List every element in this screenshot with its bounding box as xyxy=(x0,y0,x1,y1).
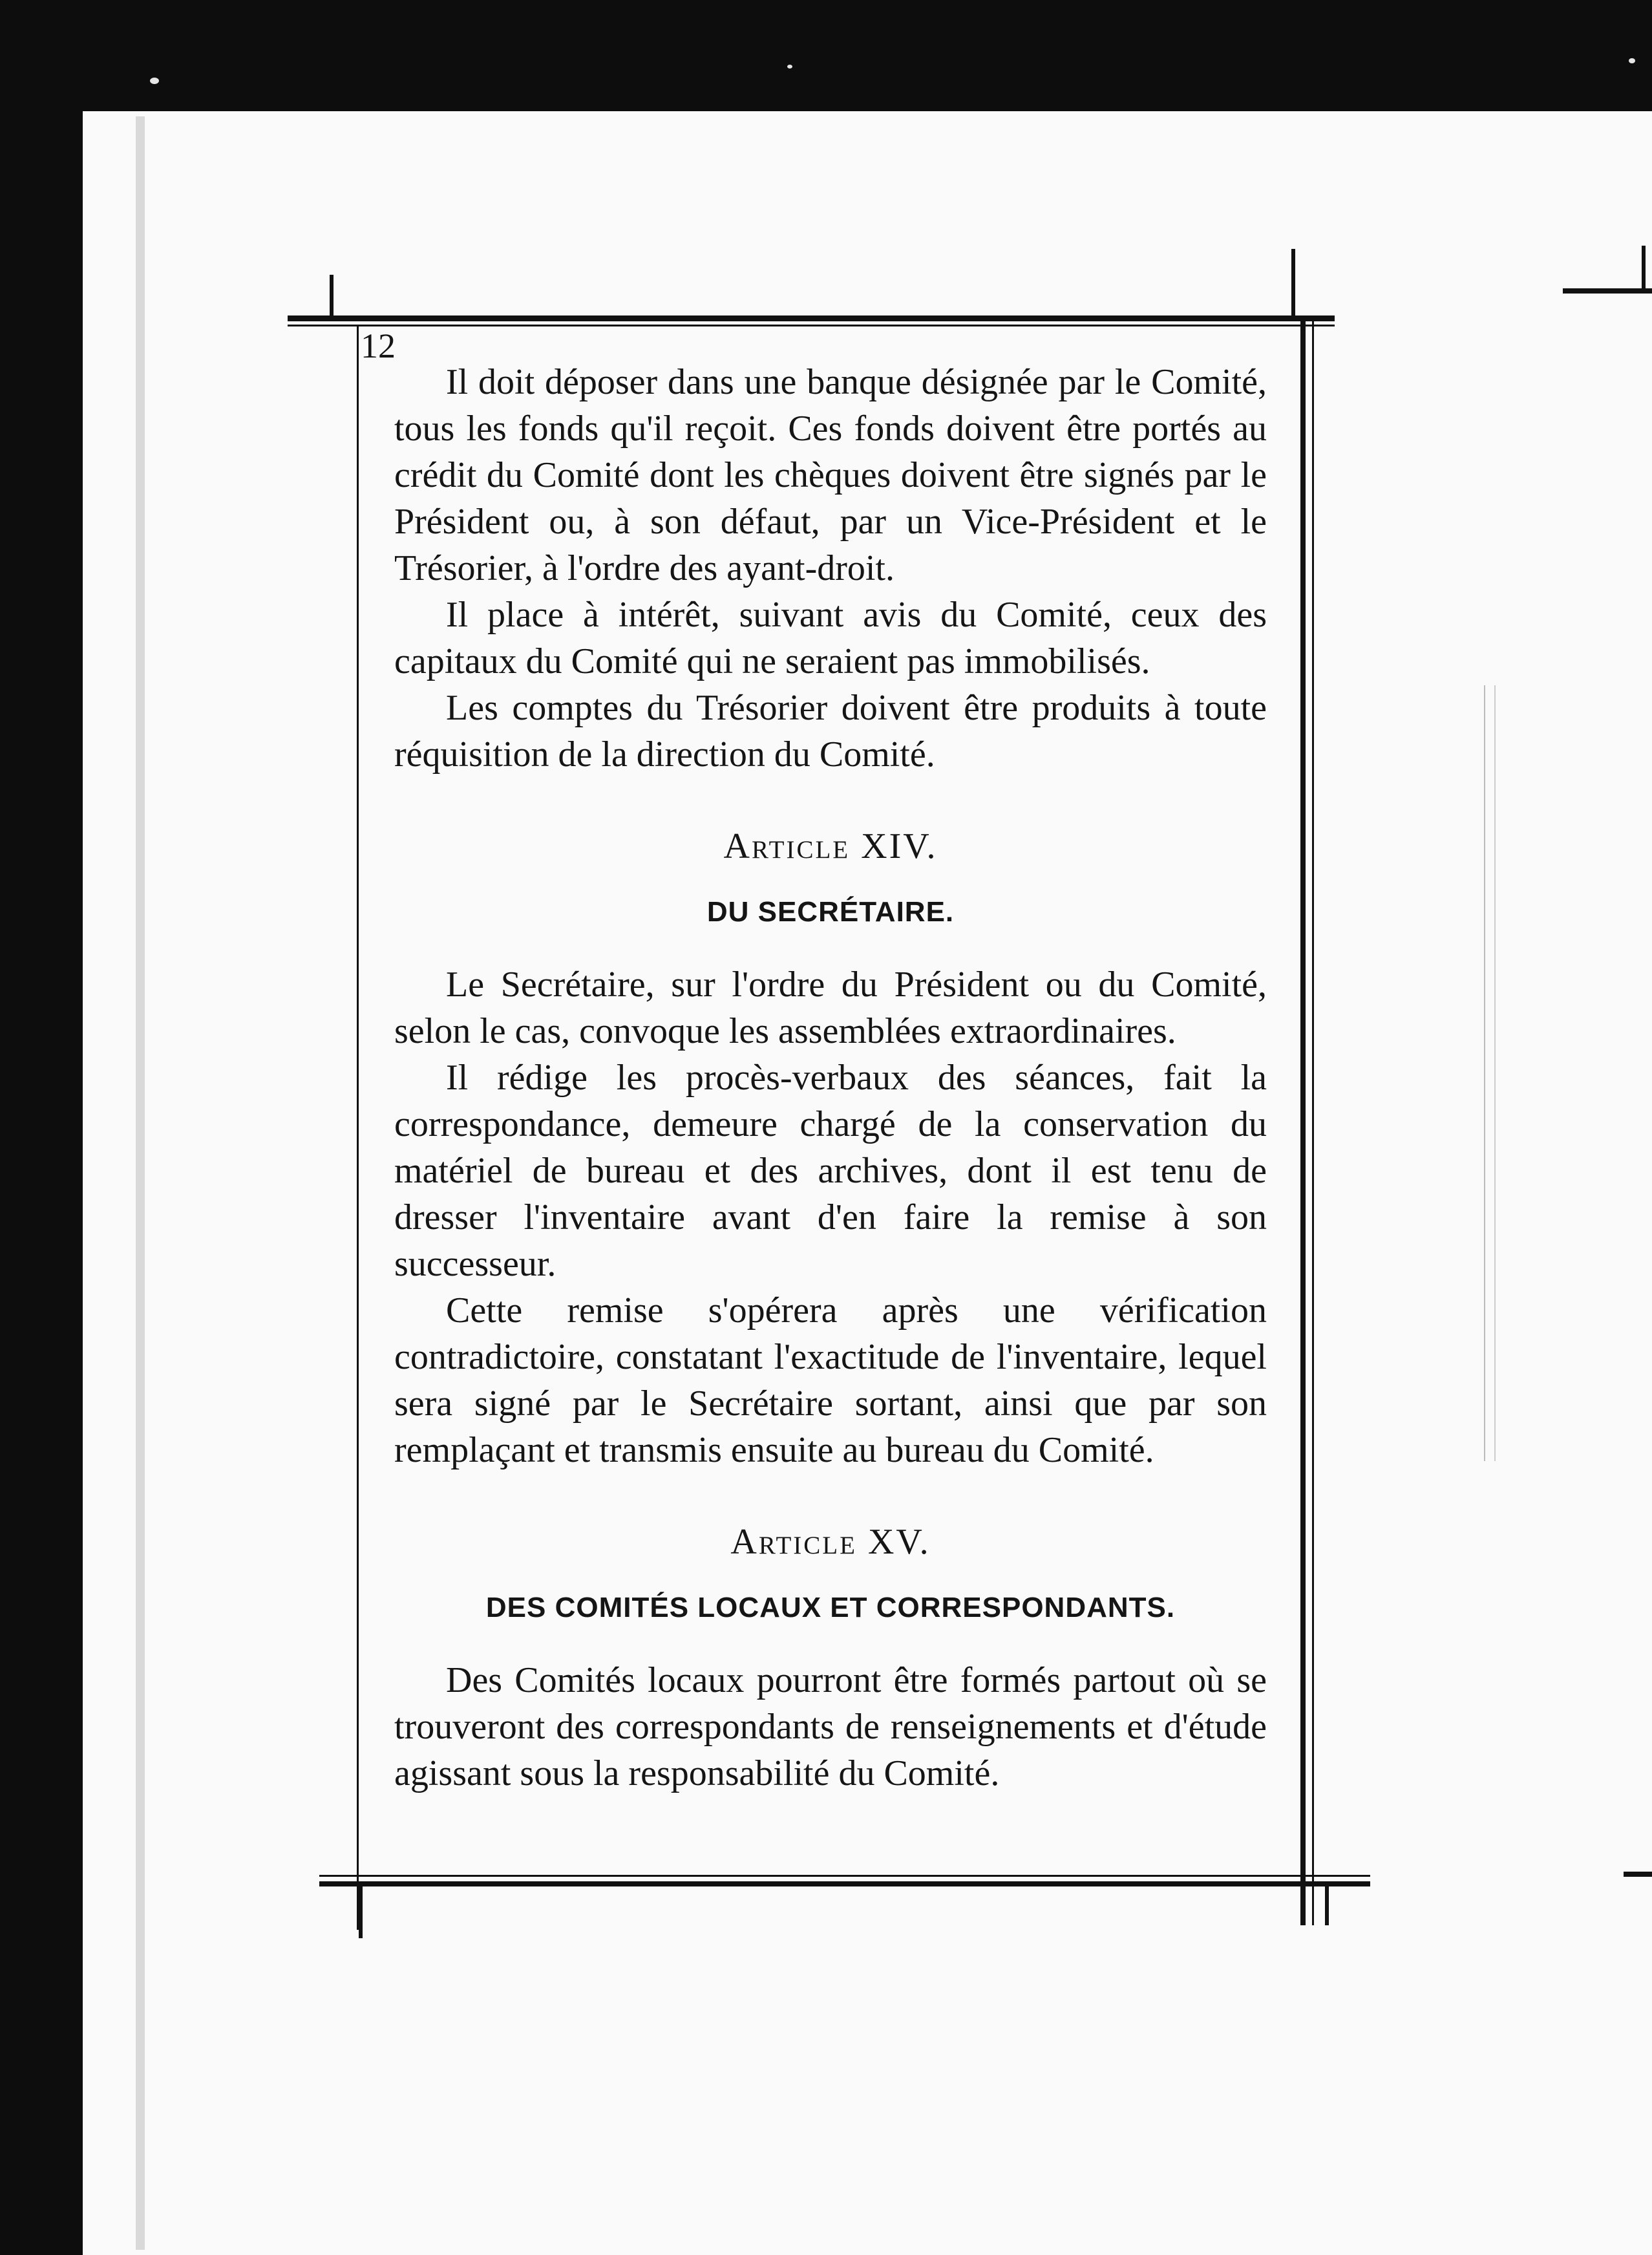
page-edge-shadow xyxy=(136,116,145,2250)
paragraph: Le Secrétaire, sur l'ordre du Président ou du Comité, selon le cas, convoque les assemblées extraordinaires. xyxy=(394,965,1267,1051)
next-page-frame-top xyxy=(1563,288,1652,294)
article-heading: Article XIV. xyxy=(723,826,938,866)
frame-bottom-right-tick xyxy=(1325,1886,1329,1925)
frame-top-left-tick xyxy=(330,275,334,320)
paragraph: Il place à intérêt, suivant avis du Comité, ceux des capitaux du Comité qui ne seraient pas immobilisés. xyxy=(394,595,1267,681)
article-heading: Article XV. xyxy=(730,1522,931,1562)
dust-speck xyxy=(150,78,159,84)
paragraph: Il doit déposer dans une banque désignée par le Comité, tous les fonds qu'il reçoit. Ces fonds doivent être portés au crédit du Comité dont les chèques doivent être signés par le Président ou, à son défaut, par un Vice-Président et le Trésorier, à l'ordre des ayant-droit. xyxy=(394,362,1267,588)
paragraph: Des Comités locaux pourront être formés partout où se trouveront des correspondants de renseignements et d'étude agissant sous la responsabilité du Comité. xyxy=(394,1660,1267,1793)
next-page-frame-bottom xyxy=(1624,1872,1652,1877)
paragraph: Cette remise s'opérera après une vérification contradictoire, constatant l'exactitude de l'inventaire, lequel sera signé par le Secrétaire sortant, ainsi que par son remplaçant et transmis ensuite au bureau du Comité. xyxy=(394,1290,1267,1470)
frame-left-rule xyxy=(357,326,359,1930)
dust-speck xyxy=(1629,58,1635,63)
frame-top-rule xyxy=(288,315,1335,321)
frame-top-right-tick xyxy=(1291,249,1295,320)
section-title: DU SECRÉTAIRE. xyxy=(706,896,955,928)
frame-right-rule-thin xyxy=(1312,315,1314,1925)
paragraph: Il rédige les procès-verbaux des séances, fait la correspondance, demeure chargé de la conservation du matériel de bureau et des archives, dont il est tenu de dresser l'inventaire avant d'en faire la remise à son successeur. xyxy=(394,1058,1267,1284)
frame-bottom-rule xyxy=(319,1875,1370,1877)
section-title: DES COMITÉS LOCAUX ET CORRESPONDANTS. xyxy=(485,1592,1176,1623)
dust-speck xyxy=(787,65,792,69)
page-number: 12 xyxy=(361,326,396,365)
frame-bottom-rule-thick xyxy=(319,1881,1370,1886)
next-page-frame-tick xyxy=(1642,246,1646,294)
page-body xyxy=(394,359,1267,1797)
frame-right-rule xyxy=(1300,315,1306,1925)
paragraph: Les comptes du Trésorier doivent être produits à toute réquisition de la direction du Comité. xyxy=(394,688,1267,775)
frame-top-rule-thin xyxy=(288,325,1335,326)
frame-bottom-left-tick xyxy=(359,1886,363,1938)
adjacent-page-fold xyxy=(1484,685,1496,1461)
